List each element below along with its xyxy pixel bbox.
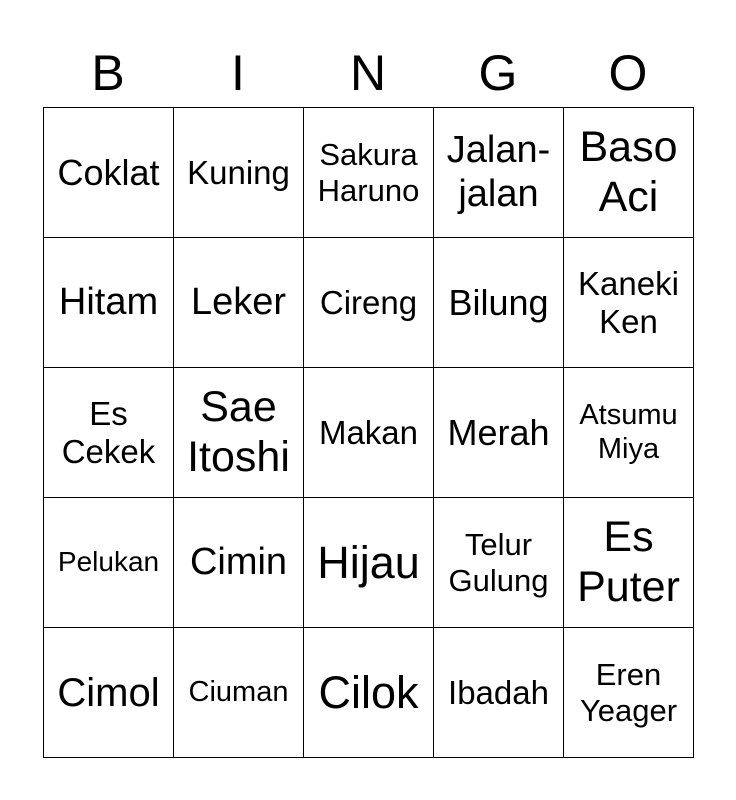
cell-line: Pelukan (57, 546, 160, 578)
cell-line: Es (89, 394, 128, 432)
cell-line: Hitam (58, 280, 159, 323)
header-letter-g: G (478, 45, 518, 101)
cell-text (580, 657, 677, 728)
cell-text (187, 154, 290, 192)
bingo-cell[interactable] (304, 628, 434, 758)
cell-line: Eren (595, 656, 662, 692)
cell-line: Telur (464, 526, 533, 562)
cell-text (57, 152, 159, 193)
cell-line: Baso (579, 123, 678, 172)
bingo-cell[interactable] (304, 108, 434, 238)
cell-text (317, 537, 420, 589)
bingo-cell[interactable] (434, 628, 564, 758)
bingo-cell[interactable] (564, 368, 694, 498)
cell-text (578, 265, 679, 341)
cell-text (190, 541, 287, 585)
cell-line: Hijau (317, 536, 420, 588)
bingo-cell[interactable] (174, 498, 304, 628)
cell-line: Sakura (319, 136, 418, 172)
cell-text (448, 674, 549, 712)
bingo-cell[interactable] (174, 628, 304, 758)
cell-line: Ibadah (448, 673, 549, 711)
bingo-cell[interactable] (174, 368, 304, 498)
cell-text (191, 281, 286, 325)
header-letter-o: O (608, 45, 648, 101)
bingo-cell[interactable] (564, 238, 694, 368)
bingo-cell[interactable] (44, 628, 174, 758)
bingo-cell[interactable] (44, 108, 174, 238)
cell-text (62, 395, 156, 471)
cell-text (187, 383, 290, 482)
bingo-cell[interactable] (44, 368, 174, 498)
bingo-cell[interactable] (434, 238, 564, 368)
cell-line: Cireng (319, 283, 418, 321)
cell-text (577, 513, 680, 612)
bingo-cell[interactable] (564, 108, 694, 238)
header-letter-b: B (91, 45, 125, 101)
bingo-cell[interactable] (44, 238, 174, 368)
header-letter-i: I (231, 45, 245, 101)
cell-line: Atsumu (579, 399, 678, 432)
cell-line: Leker (190, 280, 287, 323)
cell-line: Ken (599, 302, 658, 340)
cell-line: Haruno (317, 172, 420, 208)
bingo-cell[interactable] (564, 498, 694, 628)
cell-text (319, 414, 418, 452)
bingo-cell[interactable] (434, 368, 564, 498)
cell-line: Makan (318, 413, 419, 451)
cell-text (59, 281, 158, 325)
bingo-cell[interactable] (304, 498, 434, 628)
cell-line: Coklat (57, 151, 160, 193)
cell-line: Cekek (61, 432, 156, 470)
cell-text (448, 282, 548, 323)
cell-text (189, 676, 289, 709)
cell-text (320, 284, 417, 322)
cell-line: Cimol (57, 670, 160, 715)
cell-text (447, 412, 549, 453)
cell-line: Cilok (318, 666, 419, 718)
cell-text (318, 137, 420, 208)
bingo-cell[interactable] (44, 498, 174, 628)
cell-line: Kaneki (578, 264, 679, 302)
cell-line: Kuning (187, 153, 290, 191)
bingo-cell[interactable] (564, 628, 694, 758)
cell-line: Merah (447, 411, 550, 453)
bingo-cell[interactable] (174, 238, 304, 368)
cell-text (449, 527, 549, 598)
cell-line: Jalan- (446, 128, 551, 171)
bingo-cell[interactable] (434, 108, 564, 238)
cell-text (447, 129, 551, 216)
bingo-cell[interactable] (304, 368, 434, 498)
cell-text (318, 667, 418, 719)
cell-text (579, 123, 677, 222)
cell-line: Aci (598, 172, 659, 221)
cell-text (58, 546, 159, 578)
cell-line: Sae (200, 383, 277, 432)
bingo-header (43, 40, 693, 106)
cell-line: Es (603, 513, 654, 562)
cell-text (57, 670, 159, 716)
cell-line: Yeager (579, 692, 678, 728)
cell-line: jalan (458, 172, 539, 215)
bingo-cell[interactable] (174, 108, 304, 238)
cell-line: Puter (577, 562, 680, 611)
cell-line: Ciuman (188, 675, 289, 708)
cell-line: Itoshi (187, 432, 290, 481)
cell-line: Gulung (448, 562, 549, 598)
cell-text (579, 399, 677, 466)
cell-line: Miya (597, 432, 660, 465)
bingo-cell[interactable] (434, 498, 564, 628)
header-letter-n: N (349, 45, 387, 101)
cell-line: Bilung (448, 281, 549, 323)
cell-line: Cimin (189, 540, 288, 583)
bingo-board (43, 107, 694, 758)
bingo-cell[interactable] (304, 238, 434, 368)
